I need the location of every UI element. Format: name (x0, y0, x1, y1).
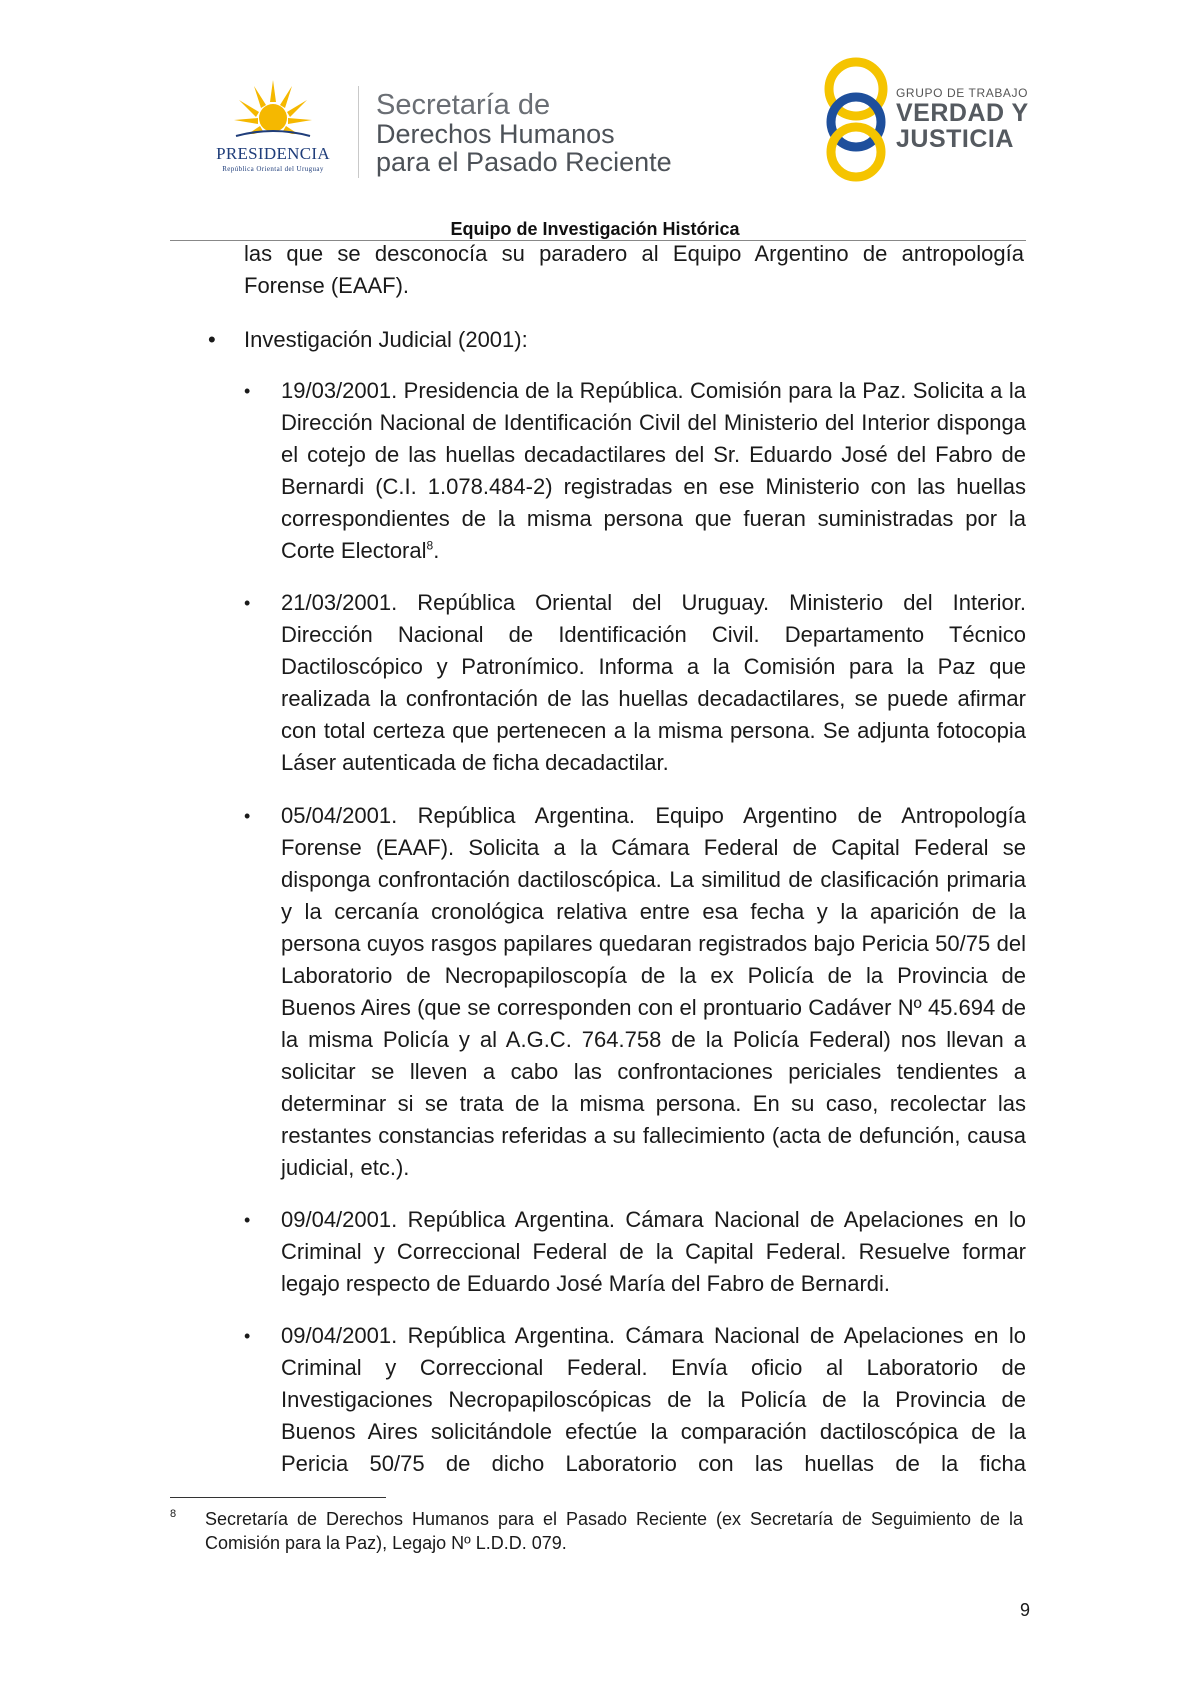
list-item: 09/04/2001. República Argentina. Cámara Nacional de Apelaciones en lo Criminal y Correccional Federal de la Capital Federal. Resuelve formar legajo respecto de Eduardo José María del Fabro de Bernardi. (281, 1207, 1026, 1296)
list-item: 09/04/2001. República Argentina. Cámara Nacional de Apelaciones en lo Criminal y Correccional Federal. Envía oficio al Laboratorio de Investigaciones Necropapiloscópicas de la Policía de la Provincia de Buenos Aires solicitándole efectúe la comparación dactiloscópica de la Pericia 50/75 de dicho Laboratorio con las huellas de la ficha (281, 1323, 1026, 1476)
section-title: Equipo de Investigación Histórica (450, 219, 740, 239)
list-item: 05/04/2001. República Argentina. Equipo Argentino de Antropología Forense (EAAF). Solicita a la Cámara Federal de Capital Federal se disponga confrontación dactiloscópica. La similitud de clasificación primaria y la cercanía cronológica relativa entre esa fecha y la aparición de la persona cuyos rasgos papilares quedaran registrados bajo Pericia 50/75 del Laboratorio de Necropapiloscopía de la ex Policía de la Provincia de Buenos Aires (que se corresponden con el prontuario Cadáver Nº 45.694 de la misma Policía y al A.G.C. 764.758 de la Policía Federal) nos llevan a solicitar se lleven a cabo las confrontaciones periciales tendientes a determinar si se trata de la misma persona. En su caso, recolectar las restantes constancias referidas a su fallecimiento (acta de defunción, causa judicial, etc.). (281, 803, 1026, 1180)
footnote-ref[interactable]: 8 (426, 538, 434, 553)
list-item: 21/03/2001. República Oriental del Uruguay. Ministerio del Interior. Dirección Nacional de Identificación Civil. Departamento Técnico Dactiloscópico y Patronímico. Informa a la Comisión para la Paz que realizada la confrontación de las huellas decadactilares, se puede afirmar con total certeza que pertenecen a la misma persona. Se adjunta fotocopia Láser autenticada de ficha decadactilar. (281, 590, 1026, 775)
page-header (0, 0, 1190, 215)
list-item-text: 19/03/2001. Presidencia de la República. Comisión para la Paz. Solicita a la Dirección Nacional de Identificación Civil del Ministerio del Interior disponga el cotejo de las huellas decadactilares del Sr. Eduardo José del Fabro de Bernardi (C.I. 1.078.484-2) registradas en ese Ministerio con las huellas correspondientes de la misma persona que fueran suministradas por la Corte Electoral (281, 378, 1026, 563)
list-item-tail: . (433, 538, 440, 563)
bullet-symbol: • (244, 806, 251, 826)
bullet-symbol: • (244, 593, 251, 613)
list-item (281, 375, 1026, 567)
grupo-trabajo-text (896, 86, 1029, 152)
grupo-line-2: VERDAD Y (896, 99, 1029, 127)
bullet-symbol: • (244, 1210, 251, 1230)
footnote-text: Secretaría de Derechos Humanos para el Pasado Reciente (ex Secretaría de Seguimiento de la Comisión para la Paz), Legajo Nº L.D.D. 079. (205, 1509, 1023, 1553)
continuation-paragraph: las que se desconocía su paradero al Equipo Argentino de antropología Forense (EAAF). (244, 241, 1024, 298)
secretaria-line-2: Derechos Humanos (376, 119, 615, 149)
grupo-line-3: JUSTICIA (896, 125, 1014, 153)
footnote-rule (170, 1497, 386, 1498)
secretaria-line-1: Secretaría de (376, 89, 551, 121)
secretaria-line-3: para el Pasado Reciente (376, 147, 672, 177)
bullet-symbol: • (244, 381, 251, 401)
header-divider (358, 86, 359, 178)
presidencia-name: PRESIDENCIA (216, 144, 330, 163)
verdad-justicia-logo (820, 56, 1030, 182)
sun-emblem-icon (234, 78, 312, 148)
grupo-line-1: GRUPO DE TRABAJO (896, 86, 1029, 100)
secretaria-logo-text (376, 90, 672, 176)
presidencia-subtitle: República Oriental del Uruguay (222, 165, 324, 173)
footnote-number: 8 (170, 1508, 177, 1520)
presidencia-logo (198, 78, 348, 178)
bullet-symbol: • (244, 1326, 251, 1346)
interlocked-rings-icon (820, 56, 892, 182)
bullet-symbol: • (208, 327, 216, 352)
heading-bullet: Investigación Judicial (2001): (244, 327, 528, 352)
page-number: 9 (1019, 1600, 1030, 1620)
